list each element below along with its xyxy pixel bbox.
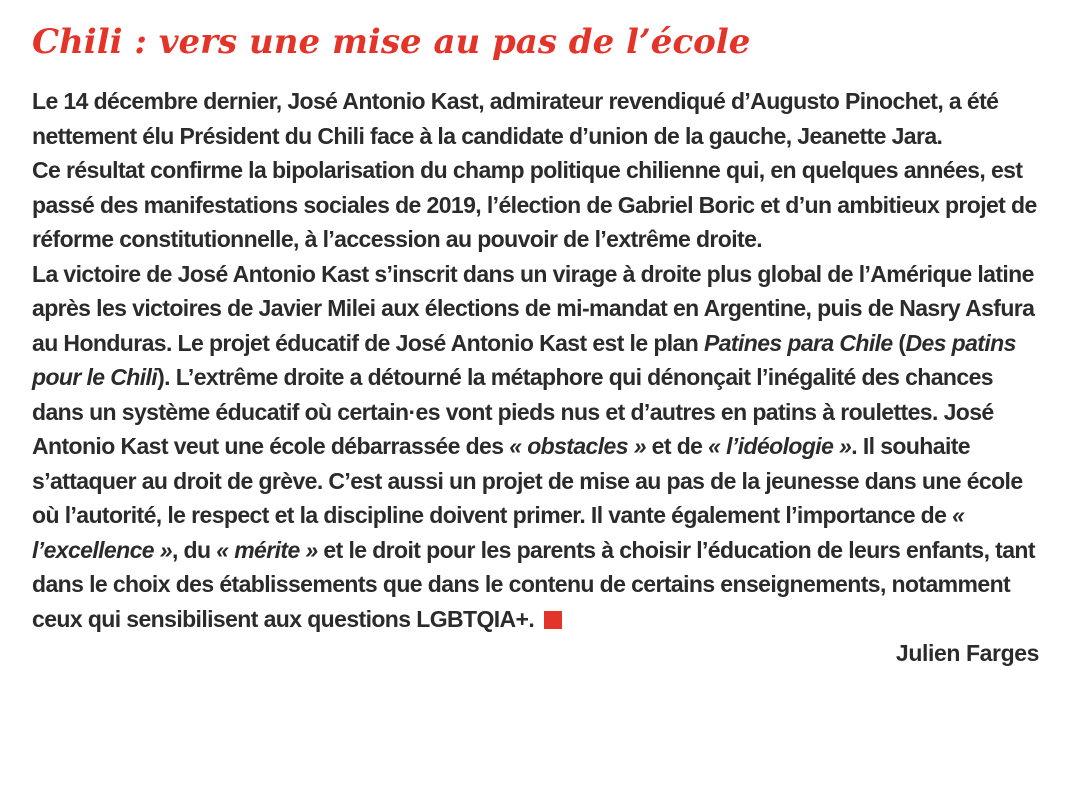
paragraph-1: Le 14 décembre dernier, José Antonio Kast, admirateur revendiqué d’Augusto Pinochet, a été nettement élu Président du Chili face à la candidate d’union de la gauche, Jeanette Jara.: [32, 88, 999, 149]
italic-des-patins: Des patins pour le Chili: [32, 329, 1016, 390]
italic-obstacles: « obstacles »: [509, 433, 646, 459]
article-headline: Chili : vers une mise au pas de l’école: [32, 22, 751, 62]
italic-excellence: « l’excellence »: [32, 502, 965, 563]
paragraph-3-text-3: ). L’extrême droite a détourné la métaphore qui dénonçait l’inégalité des chances dans un système éducatif où certain·es vont pieds nus et d’autres en patins à roulettes. José Antonio Kast veut une école débarrassée des: [32, 364, 994, 459]
paragraph-3-text-1: La victoire de José Antonio Kast s’inscrit dans un virage à droite plus global de l’Amérique latine après les victoires de Javier Milei aux élections de mi-mandat en Argentine, puis de Nasry Asfura au Honduras. Le projet éducatif de José Antonio Kast est le plan: [32, 260, 1035, 356]
article: [32, 20, 1047, 671]
italic-patines-para-chile: Patines para Chile: [704, 329, 893, 356]
end-of-article-square-icon: [544, 611, 562, 629]
paragraph-3-text-7: et le droit pour les parents à choisir l’éducation de leurs enfants, tant dans le choix des établissements que dans le contenu de certains enseignements, notamment ceux qui sensibilisent aux questions LGBTQIA+.: [32, 536, 1035, 632]
italic-ideologie: « l’idéologie »: [708, 433, 852, 459]
paragraph-3-text-5: . Il souhaite s’attaquer au droit de grève. C’est aussi un projet de mise au pas de la jeunesse dans une école où l’autorité, le respect et la discipline doivent primer. Il vante également l’importance de: [32, 433, 1023, 528]
paragraph-2: Ce résultat confirme la bipolarisation du champ politique chilienne qui, en quelques années, est passé des manifestations sociales de 2019, l’élection de Gabriel Boric et d’un ambitieux projet de réforme constitutionnelle, à l’accession au pouvoir de l’extrême droite.: [32, 157, 1037, 252]
paragraph-3-text-2: (: [892, 329, 906, 356]
article-author: Julien Farges: [895, 640, 1039, 666]
paragraph-3-text-6: , du: [171, 536, 217, 563]
paragraph-3-text-4: et de: [645, 433, 709, 459]
paragraph-3: [32, 257, 1047, 637]
article-body: [32, 84, 1047, 636]
italic-merite: « mérite »: [216, 536, 318, 563]
